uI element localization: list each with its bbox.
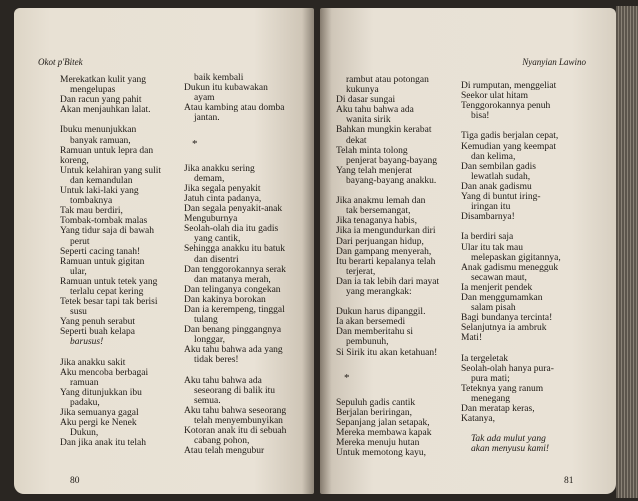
poem-line: Teteknya yang ranum <box>461 383 544 394</box>
poem-line: Mereka menuju hutan <box>336 438 420 449</box>
poem-line: dan kelima, <box>471 151 516 162</box>
poem-line: Jika semuanya gagal <box>60 408 139 419</box>
poem-line: Aku mencoba berbagai <box>60 367 149 378</box>
poem-line: Jika ia mengundurkan diri <box>336 226 436 237</box>
poem-line: Dan menggumamkan <box>461 292 543 303</box>
poem-line: Ramuan untuk lepra dan <box>60 145 154 156</box>
left-column-2 <box>184 73 286 456</box>
poem-line: Aku tahu bahwa ada <box>184 375 262 386</box>
poem-line: Untuk laki-laki yang <box>60 186 139 197</box>
stanza-gap <box>336 297 439 307</box>
poem-line: tak bersemangat, <box>346 206 411 217</box>
poem-line: longgar, <box>194 335 226 346</box>
right-page <box>320 8 616 494</box>
poem-line: Yang ditunjukkan ibu <box>60 387 142 398</box>
poem-line: Ramuan untuk gigitan <box>60 256 145 267</box>
poem-line: banyak ramuan, <box>70 135 131 146</box>
poem-line: Seperti buah kelapa <box>60 327 135 338</box>
poem-line: Ibuku menunjukkan <box>60 125 137 136</box>
poem-line: susu <box>70 307 87 318</box>
poem-line: Dan tenggorokannya serak <box>184 264 286 275</box>
poem-line: Dan anak gadismu <box>461 181 532 192</box>
poem-line: menegang <box>471 393 511 404</box>
poem-line: Ia menjerit pendek <box>461 282 533 293</box>
page-number-right: 81 <box>564 476 574 486</box>
running-head-right: Nyanyian Lawino <box>522 57 586 67</box>
poem-line: melepaskan gigitannya, <box>471 252 561 263</box>
poem-line: Ramuan untuk tetek yang <box>60 276 158 287</box>
poem-line: tidak beres! <box>194 355 239 366</box>
poem-line: yang cantik, <box>194 234 241 245</box>
poem-line: ramuan <box>70 377 99 388</box>
stanza-gap <box>184 366 286 376</box>
poem-line: Aku tahu bahwa ada yang <box>184 345 283 356</box>
poem-line: Dan racun yang pahit <box>60 95 142 106</box>
poem-line: Mati! <box>461 333 483 344</box>
poem-line: dan matanya merah, <box>194 274 271 285</box>
poem-line: yang merangkak: <box>346 286 412 297</box>
poem-line: Kotoran anak itu di sebuah <box>184 426 287 437</box>
poem-line: Sepuluh gadis cantik <box>336 397 416 408</box>
poem-line: iringan itu <box>471 202 511 213</box>
page-number-left: 80 <box>70 476 80 486</box>
poem-line: Ia akan bersemedi <box>336 317 406 328</box>
stanza-gap <box>60 348 161 358</box>
poem-line: Jika tenaganya habis, <box>336 216 417 227</box>
poem-line: Bagi bundanya tercinta! <box>461 313 553 324</box>
poem-line: penjerat bayang-bayang <box>346 155 437 166</box>
poem-line: Di dasar sungai <box>336 95 396 106</box>
poem-line: padaku, <box>70 398 100 408</box>
poem-line: Telah minta tolong <box>336 145 408 156</box>
poem-line: terlalu cepat kering <box>70 286 144 297</box>
poem-line: Dan meratap keras, <box>461 404 535 414</box>
poem-line: ayam <box>194 93 215 104</box>
poem-line: Dari perjuangan hidup, <box>336 236 424 247</box>
stanza-gap <box>461 424 561 434</box>
poem-line: bayang-bayang anakku. <box>346 175 437 186</box>
poem-line: Dukun itu kubawakan <box>184 83 268 94</box>
poem-line: Dukun harus dipanggil. <box>336 307 426 318</box>
stanza-gap <box>461 222 561 232</box>
stanza-gap <box>60 115 161 125</box>
poem-line: Seolah-olah hanya pura- <box>461 363 554 374</box>
poem-line: perut <box>70 236 90 247</box>
poem-line: pembunuh, <box>346 337 389 348</box>
poem-line: barusus! <box>70 337 104 348</box>
poem-line: terjerat, <box>346 266 376 277</box>
poem-line: Seolah-olah dia itu gadis <box>184 224 279 235</box>
poem-line: Jika anakmu lemah dan <box>336 196 426 207</box>
poem-line: cabang pohon, <box>194 436 250 447</box>
stanza-gap <box>461 121 561 131</box>
poem-line: akan menyusu kami! <box>471 444 550 455</box>
stanza-gap <box>461 343 561 353</box>
poem-line: Aku tahu bahwa seseorang <box>184 405 287 416</box>
poem-line: Dan jika anak itu telah <box>60 438 146 449</box>
poem-line: Merekatkan kulit yang <box>60 75 147 85</box>
poem-line: baik kembali <box>194 73 244 83</box>
poem-line: Berjalan beriringan, <box>336 407 412 418</box>
poem-line: Di rumputan, menggeliat <box>461 81 557 91</box>
poem-line: ular, <box>70 266 87 277</box>
poem-line: Sehingga anakku itu batuk <box>184 244 286 255</box>
poem-line: Dan segala penyakit-anak <box>184 204 283 215</box>
poem-line: Dukun, <box>70 428 99 439</box>
poem-line: Selanjutnya ia ambruk <box>461 323 547 334</box>
poem-line: Disambarnya! <box>461 212 515 223</box>
poem-line: Ia berdiri saja <box>461 232 514 243</box>
poem-line: Tombak-tombak malas <box>60 216 148 227</box>
stanza-gap <box>184 123 286 133</box>
book-edge <box>616 6 638 498</box>
poem-line: jantan. <box>194 113 220 124</box>
poem-line: Yang penuh serabut <box>60 317 136 328</box>
poem-line: seseorang di balik itu <box>194 385 275 396</box>
poem-line: Seperti cacing tanah! <box>60 246 141 257</box>
stanza-gap <box>336 388 439 398</box>
poem-line: Yang tidur saja di bawah <box>60 226 155 237</box>
poem-line: Dan ia kerempeng, tinggal <box>184 304 285 315</box>
poem-line: semua. <box>194 395 221 406</box>
right-column-1 <box>336 75 439 458</box>
poem-line: Aku pergi ke Nenek <box>60 418 137 429</box>
stanza-gap <box>336 358 439 368</box>
poem-line: Atau kambing atau domba <box>184 103 285 114</box>
poem-line: secawan maut, <box>471 272 527 283</box>
poem-line: mengelupas <box>70 85 116 96</box>
running-head-left: Okot p'Bitek <box>38 57 83 67</box>
poem-line: Dan gampang menyerah, <box>336 246 432 257</box>
poem-line: Tiga gadis berjalan cepat, <box>461 131 559 142</box>
poem-line: Kemudian yang keempat <box>461 141 556 152</box>
poem-line: Si Sirik itu akan ketahuan! <box>336 347 438 358</box>
poem-line: Sepanjang jalan setapak, <box>336 418 430 428</box>
poem-line: Katanya, <box>461 414 496 425</box>
poem-line: tombaknya <box>70 196 113 207</box>
poem-line: Aku tahu bahwa ada <box>336 105 414 116</box>
poem-line: Untuk kelahiran yang sulit <box>60 165 162 176</box>
poem-line: rambut atau potongan <box>346 75 429 85</box>
poem-line: Untuk memotong kayu, <box>336 448 426 459</box>
left-page <box>14 8 314 494</box>
stanza-gap <box>184 154 286 164</box>
stanza-gap <box>336 186 439 196</box>
poem-line: Anak gadismu menegguk <box>461 262 559 273</box>
poem-line: Jatuh cinta padanya, <box>184 193 262 204</box>
poem-line: Itu berarti kepalanya telah <box>336 256 436 267</box>
poem-line: dan kemandulan <box>70 175 133 186</box>
poem-line: dekat <box>346 135 367 146</box>
poem-line: kukunya <box>346 85 379 96</box>
poem-line: Yang di buntut iring- <box>461 192 541 203</box>
poem-line: Dan memberitahu si <box>336 327 414 338</box>
right-column-2 <box>461 81 561 454</box>
poem-line: Jika segala penyakit <box>184 183 261 194</box>
poem-line: Bahkan mungkin kerabat <box>336 125 432 136</box>
poem-line: Dan ia tak lebih dari mayat <box>336 276 440 287</box>
poem-line: bisa! <box>471 111 490 122</box>
poem-line: Jika anakku sakit <box>60 357 126 368</box>
poem-line: koreng, <box>60 155 89 166</box>
poem-line: Tak mau berdiri, <box>60 206 123 217</box>
poem-line: Dan benang pinggangnya <box>184 325 282 336</box>
poem-line: telah menyembunyikan <box>194 416 283 426</box>
poem-line: Menguburnya <box>184 214 238 225</box>
poem-line: Mereka membawa kapak <box>336 428 432 439</box>
section-divider: * <box>344 371 350 384</box>
poem-line: tulang <box>194 315 218 326</box>
poem-line: demam, <box>194 173 225 184</box>
section-divider: * <box>192 137 198 150</box>
poem-line: Jika anakku sering <box>184 163 255 174</box>
poem-line: Ia tergeletak <box>461 353 509 364</box>
poem-line: Yang telah menjerat <box>336 165 413 176</box>
poem-line: wanita sirik <box>346 115 391 126</box>
poem-line: Tetek besar tapi tak berisi <box>60 297 158 308</box>
poem-line: Tenggorokannya penuh <box>461 101 551 112</box>
poem-line: Seekor ulat hitam <box>461 91 529 102</box>
poem-line: Akan menjauhkan lalat. <box>60 105 151 116</box>
poem-line: dan disentri <box>194 254 239 265</box>
poem-line: salam pisah <box>471 303 516 314</box>
poem-line: lewatlah sudah, <box>471 171 531 182</box>
poem-line: Dan sembilan gadis <box>461 161 536 172</box>
poem-line: Atau telah mengubur <box>184 446 265 457</box>
poem-line: Dan kakinya borokan <box>184 294 266 305</box>
poem-line: Dan telinganya congekan <box>184 284 281 295</box>
left-column-1 <box>60 75 161 448</box>
poem-line: Ular itu tak mau <box>461 242 523 253</box>
poem-line: pura mati; <box>471 373 510 384</box>
poem-line: Tak ada mulut yang <box>471 434 546 445</box>
